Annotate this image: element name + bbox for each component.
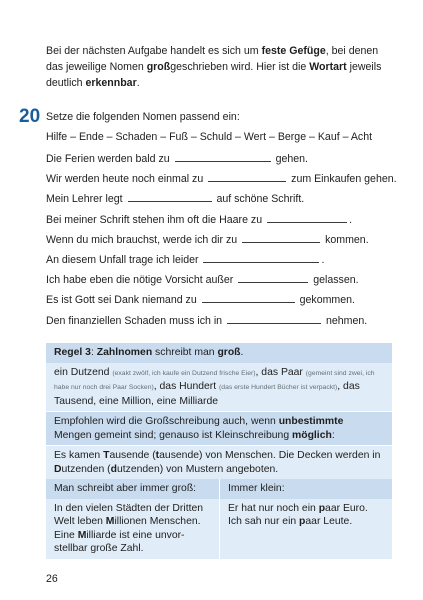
rule-column-examples <box>46 499 392 559</box>
answer-blank[interactable] <box>267 213 347 223</box>
rule-recommendation: Empfohlen wird die Großschreibung auch, wenn unbestimmte Mengen gemeint sind; genauso ist Kleinschreibung möglich: <box>46 411 392 445</box>
keyword-erkennbar: erkennbar <box>85 77 137 89</box>
keyword-gross: groß <box>146 61 171 73</box>
sentence-2: Wir werden heute noch einmal zu zum Einkaufen gehen. <box>46 173 397 186</box>
intro-line-2: das jeweilige Nomen großgeschrieben wird. Hier ist die Wortart jeweils <box>46 61 382 73</box>
always-capital-heading: Man schreibt aber immer groß: <box>46 479 220 499</box>
answer-blank[interactable] <box>203 253 319 263</box>
keyword-feste-gefuege: feste Gefüge <box>261 45 326 57</box>
sentence-7: Ich habe eben die nötige Vorsicht außer gelassen. <box>46 274 359 287</box>
sentence-list <box>46 150 396 332</box>
page-number: 26 <box>46 573 58 585</box>
rule-example-sentences: Es kamen Tausende (tausende) von Menschen. Die Decken werden in Dutzenden (dutzenden) von Mustern angeboten. <box>46 445 392 479</box>
word-bank: Hilfe – Ende – Schaden – Fuß – Schuld – Wert – Berge – Kauf – Acht <box>46 131 373 143</box>
intro-text <box>46 43 391 91</box>
sentence-4: Bei meiner Schrift stehen ihm oft die Haare zu . <box>46 213 353 226</box>
always-lower-examples: Er hat nur noch ein paar Euro. Ich sah nur ein paar Leute. <box>228 502 368 527</box>
rule-column-headers <box>46 479 392 499</box>
sentence-3: Mein Lehrer legt auf schöne Schrift. <box>46 193 305 206</box>
answer-blank[interactable] <box>227 314 321 324</box>
always-lower-heading: Immer klein: <box>228 483 285 494</box>
always-capital-examples: In den vielen Städten der Dritten Welt leben Millionen Menschen. Eine Milliarde ist eine unvor- stellbar große Zahl. <box>46 499 220 559</box>
answer-blank[interactable] <box>202 293 295 303</box>
sentence-6: An diesem Unfall trage ich leider . <box>46 253 325 266</box>
answer-blank[interactable] <box>238 273 308 283</box>
answer-blank[interactable] <box>128 192 212 202</box>
answer-blank[interactable] <box>175 152 271 162</box>
sentence-9: Den finanziellen Schaden muss ich in nehmen. <box>46 314 368 327</box>
exercise-number: 20 <box>19 106 41 127</box>
answer-blank[interactable] <box>242 233 320 243</box>
intro-line-3: deutlich erkennbar. <box>46 77 140 89</box>
exercise-instruction: Setze die folgenden Nomen passend ein: <box>46 111 240 123</box>
rule-examples: ein Dutzend (exakt zwölf, ich kaufe ein Dutzend frische Eier), das Paar (gemeint sind zwei, ich habe nur noch drei Paar Socken), das Hundert (das erste Hundert Bücher ist verpackt), das Tausend, eine Million, eine Milliarde <box>46 363 392 412</box>
sentence-1: Die Ferien werden bald zu gehen. <box>46 153 308 165</box>
intro-line-1: Bei der nächsten Aufgabe handelt es sich um feste Gefüge, bei denen <box>46 45 379 57</box>
answer-blank[interactable] <box>208 172 286 182</box>
keyword-wortart: Wortart <box>309 61 347 73</box>
sentence-5: Wenn du mich brauchst, werde ich dir zu kommen. <box>46 233 369 246</box>
rule-title: Regel 3: Zahlnomen schreibt man groß. <box>46 343 392 363</box>
rule-box <box>46 343 392 559</box>
sentence-8: Es ist Gott sei Dank niemand zu gekommen. <box>46 294 355 307</box>
